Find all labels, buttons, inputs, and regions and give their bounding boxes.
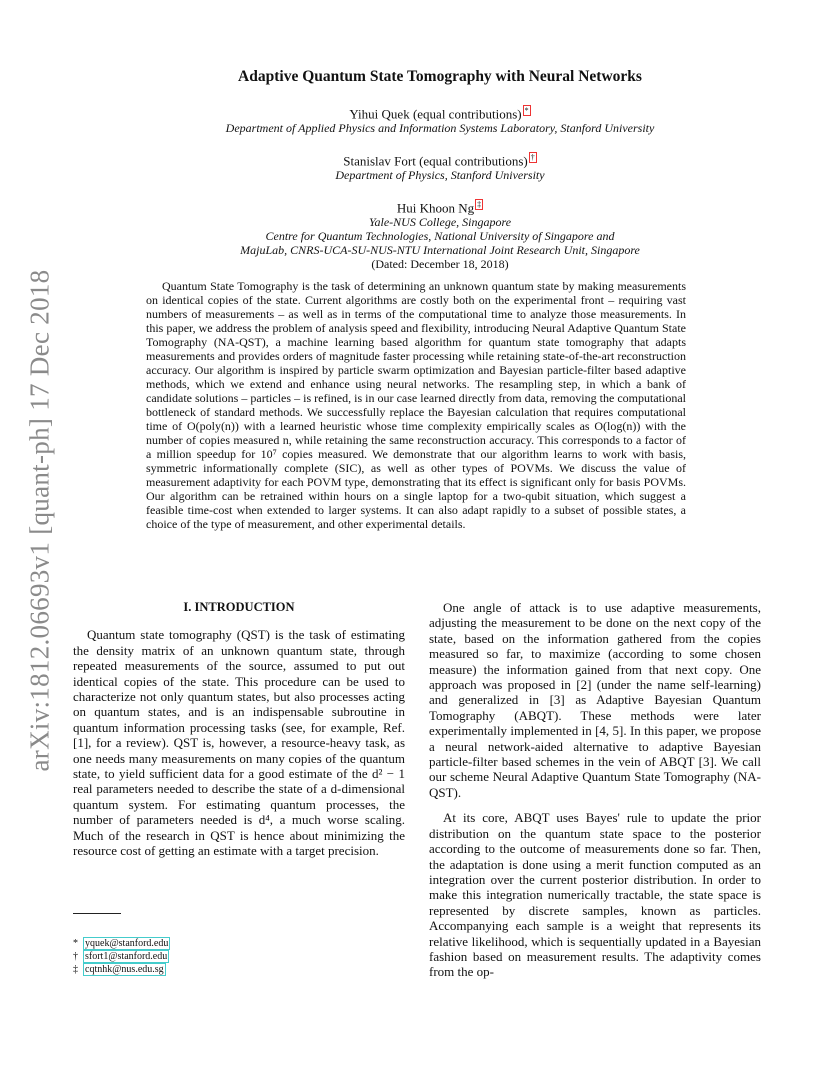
- footnote-item: † sfort1@stanford.edu: [73, 951, 168, 962]
- email-link[interactable]: sfort1@stanford.edu: [85, 951, 168, 962]
- paragraph: At its core, ABQT uses Bayes' rule to update the prior distribution on the quantum state space to the posterior according to the outcome of measurements done so far. Then, the adaptation is done using a merit function computed as an integration over the current posterior distribution. In order to make this integration numerically tractable, the state space is represented by discrete samples, known as particles. Accompanying each sample is a weight that represents its relative likelihood, which is sequentially updated in a Bayesian fashion based on measurement results. The adaptivity comes from the op-: [429, 810, 761, 980]
- arxiv-id-text: arXiv:1812.06693v1 [quant-ph] 17 Dec 2018: [24, 269, 55, 771]
- date-line: (Dated: December 18, 2018): [371, 257, 509, 272]
- author-footnote-marker[interactable]: †: [530, 153, 535, 162]
- email-link[interactable]: cqtnhk@nus.edu.sg: [85, 964, 164, 975]
- section-heading-introduction: I. INTRODUCTION: [183, 600, 295, 614]
- footnote-divider: [73, 913, 121, 914]
- paragraph: One angle of attack is to use adaptive measurements, adjusting the measurement to be done on the next copy of the state, based on the information gathered from the copies measured so far, to maximize (according to some chosen measure) the information gained from that next copy. One approach was proposed in [2] (under the name self-learning) and generalized in [3] as Adaptive Bayesian Quantum Tomography (ABQT). These methods were later experimentally implemented in [4, 5]. In this paper, we propose a neural network-aided alternative to adaptive Bayesian particle-filter based schemes in the vein of ABQT [3]. We call our scheme Neural Adaptive Quantum State Tomography (NA-QST).: [429, 600, 761, 800]
- author-name: Stanislav Fort (equal contributions) †: [343, 153, 535, 169]
- email-link[interactable]: yquek@stanford.edu: [85, 938, 169, 949]
- author-affiliation: MajuLab, CNRS-UCA-SU-NUS-NTU International Joint Research Unit, Singapore: [240, 243, 640, 258]
- author-block-2: [120, 151, 760, 182]
- author-affiliation: Department of Physics, Stanford University: [335, 168, 545, 183]
- footnote-item: ‡ cqtnhk@nus.edu.sg: [73, 964, 164, 975]
- author-block-3: [120, 198, 760, 271]
- footnote-item: * yquek@stanford.edu: [73, 938, 169, 949]
- abstract: Quantum State Tomography is the task of determining an unknown quantum state by making measurements on identical copies of the state. Current algorithms are costly both on the experimental front – requiring vast numbers of measurements – as well as in terms of the computational time to analyze those measurements. In this paper, we address the problem of analysis speed and flexibility, introducing Neural Adaptive Quantum State Tomography (NA-QST), a machine learning based algorithm for quantum state tomography that adapts measurements and provides orders of magnitude faster processing while retaining state-of-the-art reconstruction accuracy. Our algorithm is inspired by particle swarm optimization and Bayesian particle-filter based adaptive methods, which we extend and enhance using neural networks. The resampling step, in which a bank of candidate solutions – particles – is refined, is in our case learned directly from data, removing the computational bottleneck of standard methods. We successfully replace the Bayesian calculation that requires computational time of O(poly(n)) with a learned heuristic whose time complexity empirically scales as O(log(n)) with the number of copies measured n, while retaining the same reconstruction accuracy. This corresponds to a factor of a million speedup for 10⁷ copies measured. We demonstrate that our algorithm learns to work with basis, symmetric informationally complete (SIC), as well as other types of POVMs. We discuss the value of measurement adaptivity for each POVM type, demonstrating that its effect is significant only for basis POVMs. Our algorithm can be retrained within hours on a single laptop for a two-qubit situation, which suggest a feasible time-cost when extended to larger systems. It can also adapt rapidly to a subset of possible states, a choice of the type of measurement, and other experimental details.: [146, 279, 686, 531]
- footnotes: [73, 937, 170, 976]
- author-affiliation: Centre for Quantum Technologies, National University of Singapore and: [265, 229, 615, 244]
- author-affiliation: Yale-NUS College, Singapore: [368, 215, 512, 230]
- paper-title: Adaptive Quantum State Tomography with Neural Networks: [238, 68, 642, 85]
- left-column: [73, 600, 405, 869]
- right-column: [429, 600, 761, 990]
- author-footnote-marker[interactable]: ‡: [477, 200, 482, 209]
- paragraph: Quantum state tomography (QST) is the task of estimating the density matrix of an unknown quantum state, through repeated measurements of the source, assumed to put out identical copies of the state. This procedure can be used to characterize not only quantum states, but also processes acting on quantum states, and is an indispensable subroutine in quantum information processing tasks (see, for example, Ref. [1], for a review). QST is, however, a resource-heavy task, as one needs many measurements on many copies of the quantum state, to yield sufficient data for a good estimate of the d² − 1 real parameters needed to describe the state of a d-dimensional quantum system. For estimating quantum processes, the number of parameters needed is d⁴, a much worse scaling. Much of the research in QST is hence about minimizing the resource cost of getting an estimate with a target precision.: [73, 627, 405, 859]
- author-name: Hui Khoon Ng ‡: [396, 200, 482, 216]
- author-name: Yihui Quek (equal contributions) *: [349, 106, 529, 122]
- author-affiliation: Department of Applied Physics and Information Systems Laboratory, Stanford University: [225, 121, 655, 136]
- author-footnote-marker[interactable]: *: [524, 106, 529, 115]
- arxiv-sidebar-identifier: [18, 270, 62, 770]
- author-block-1: [120, 104, 760, 135]
